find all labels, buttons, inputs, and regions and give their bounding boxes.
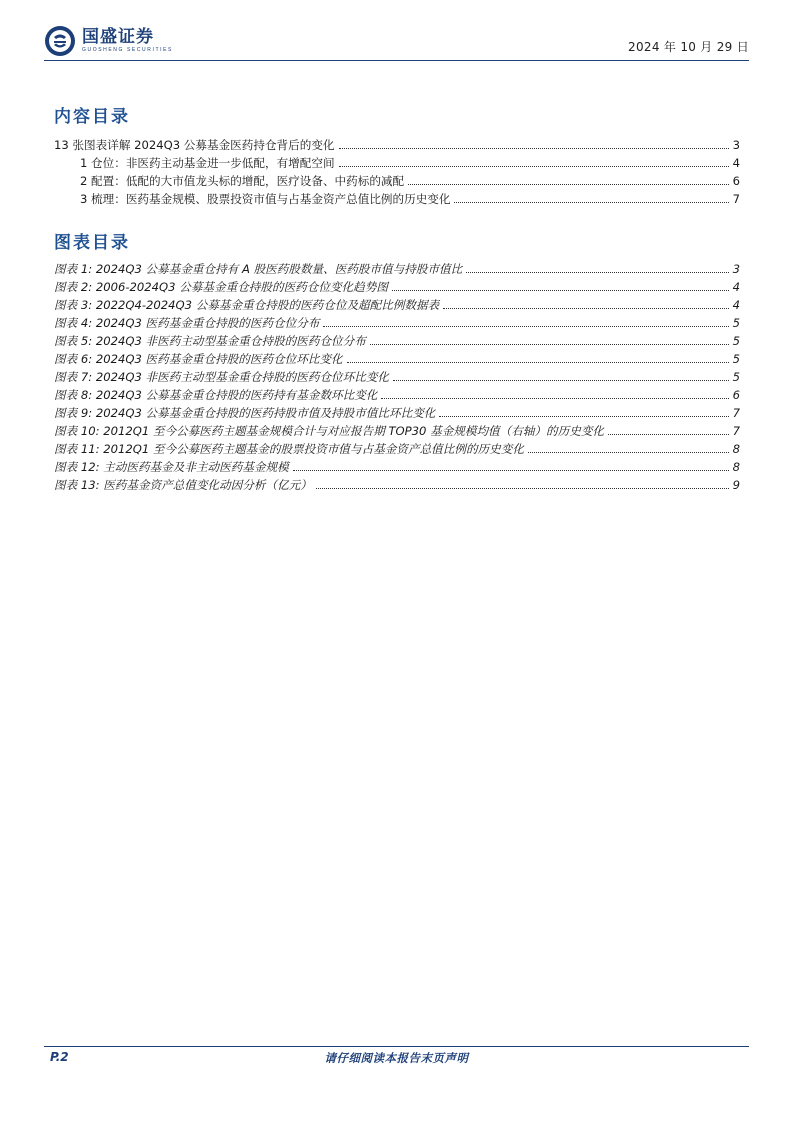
toc-entry[interactable] <box>54 190 740 208</box>
figure-entry[interactable] <box>54 350 740 368</box>
toc-entry[interactable] <box>54 136 740 154</box>
dot-leader <box>347 351 729 363</box>
figure-entry-page: 7 <box>732 424 740 438</box>
figure-entry-page: 3 <box>732 262 740 276</box>
figure-entry[interactable] <box>54 260 740 278</box>
dot-leader <box>466 261 728 273</box>
disclaimer-note: 请仔细阅读本报告末页声明 <box>324 1051 469 1065</box>
figure-entry[interactable] <box>54 440 740 458</box>
toc-entry[interactable] <box>54 172 740 190</box>
dot-leader <box>316 477 729 489</box>
toc-entry-label: 1 仓位：非医药主动基金进一步低配，有增配空间 <box>54 154 337 172</box>
figure-entry[interactable] <box>54 278 740 296</box>
figure-entry-label: 图表 13: 医药基金资产总值变化动因分析（亿元） <box>54 478 312 492</box>
figure-entry-label: 图表 8: 2024Q3 公募基金重仓持股的医药持有基金数环比变化 <box>54 388 378 402</box>
dot-leader <box>323 315 728 327</box>
header-divider <box>44 60 749 61</box>
figure-entry-label: 图表 6: 2024Q3 医药基金重仓持股的医药仓位环比变化 <box>54 352 343 366</box>
figure-entry-label: 图表 3: 2022Q4-2024Q3 公募基金重仓持股的医药仓位及超配比例数据表 <box>54 298 440 312</box>
figure-entry[interactable] <box>54 476 740 494</box>
figure-entry[interactable] <box>54 386 740 404</box>
dot-leader <box>339 137 729 149</box>
guosheng-logo-icon <box>44 25 76 57</box>
dot-leader <box>408 173 729 185</box>
contents-list <box>54 136 740 208</box>
toc-entry-label: 2 配置：低配的大市值龙头标的增配，医疗设备、中药标的减配 <box>54 172 406 190</box>
figure-entry-page: 8 <box>732 460 740 474</box>
figure-entry-label: 图表 10: 2012Q1 至今公募医药主题基金规模合计与对应报告期 TOP30 基金规模均值（右轴）的历史变化 <box>54 424 605 438</box>
toc-entry-page: 3 <box>732 138 740 152</box>
figure-entry-label: 图表 4: 2024Q3 医药基金重仓持股的医药仓位分布 <box>54 316 320 330</box>
figure-entry-page: 5 <box>732 370 740 384</box>
footer-divider <box>44 1046 749 1047</box>
contents-title: 内容目录 <box>54 107 130 127</box>
toc-entry-page: 7 <box>732 192 740 206</box>
dot-leader <box>439 405 728 417</box>
figure-entry-label: 图表 11: 2012Q1 至今公募医药主题基金的股票投资市值与占基金资产总值比例的历史变化 <box>54 442 524 456</box>
figure-entry-page: 9 <box>732 478 740 492</box>
figure-entry-page: 5 <box>732 352 740 366</box>
dot-leader <box>339 155 729 167</box>
figure-entry-page: 8 <box>732 442 740 456</box>
dot-leader <box>381 387 728 399</box>
page-header <box>44 24 749 58</box>
figure-entry-page: 4 <box>732 298 740 312</box>
dot-leader <box>454 191 728 203</box>
brand-name-cn: 国盛证券 <box>82 27 154 47</box>
toc-entry-page: 6 <box>732 174 740 188</box>
figure-entry-label: 图表 2: 2006-2024Q3 公募基金重仓持股的医药仓位变化趋势图 <box>54 280 388 294</box>
page-number: P.2 <box>50 1050 69 1064</box>
figure-entry[interactable] <box>54 332 740 350</box>
dot-leader <box>370 333 729 345</box>
figure-entry[interactable] <box>54 368 740 386</box>
figure-entry-page: 5 <box>732 316 740 330</box>
dot-leader <box>392 279 729 291</box>
figure-entry[interactable] <box>54 404 740 422</box>
figure-entry-page: 7 <box>732 406 740 420</box>
figure-entry-page: 4 <box>732 280 740 294</box>
figure-entry-page: 5 <box>732 334 740 348</box>
figure-entry-label: 图表 7: 2024Q3 非医药主动型基金重仓持股的医药仓位环比变化 <box>54 370 390 384</box>
figure-entry[interactable] <box>54 296 740 314</box>
figures-list <box>54 260 740 494</box>
dot-leader <box>608 423 729 435</box>
brand-name-en: GUOSHENG SECURITIES <box>82 47 173 53</box>
figures-title: 图表目录 <box>54 233 130 253</box>
figure-entry-label: 图表 1: 2024Q3 公募基金重仓持有 A 股医药股数量、医药股市值与持股市值比 <box>54 262 463 276</box>
figure-entry-label: 图表 5: 2024Q3 非医药主动型基金重仓持股的医药仓位分布 <box>54 334 366 348</box>
dot-leader <box>293 459 729 471</box>
company-logo <box>44 24 173 58</box>
report-date: 2024 年 10 月 29 日 <box>628 40 749 54</box>
figure-entry-page: 6 <box>732 388 740 402</box>
toc-entry-label: 3 梳理：医药基金规模、股票投资市值与占基金资产总值比例的历史变化 <box>54 190 452 208</box>
toc-entry-label: 13 张图表详解 2024Q3 公募基金医药持仓背后的变化 <box>54 138 335 152</box>
figure-entry-label: 图表 12: 主动医药基金及非主动医药基金规模 <box>54 460 289 474</box>
toc-entry[interactable] <box>54 154 740 172</box>
figure-entry[interactable] <box>54 458 740 476</box>
figure-entry[interactable] <box>54 422 740 440</box>
dot-leader <box>393 369 729 381</box>
dot-leader <box>528 441 729 453</box>
figure-entry[interactable] <box>54 314 740 332</box>
toc-entry-page: 4 <box>732 156 740 170</box>
dot-leader <box>443 297 728 309</box>
figure-entry-label: 图表 9: 2024Q3 公募基金重仓持股的医药持股市值及持股市值比环比变化 <box>54 406 436 420</box>
